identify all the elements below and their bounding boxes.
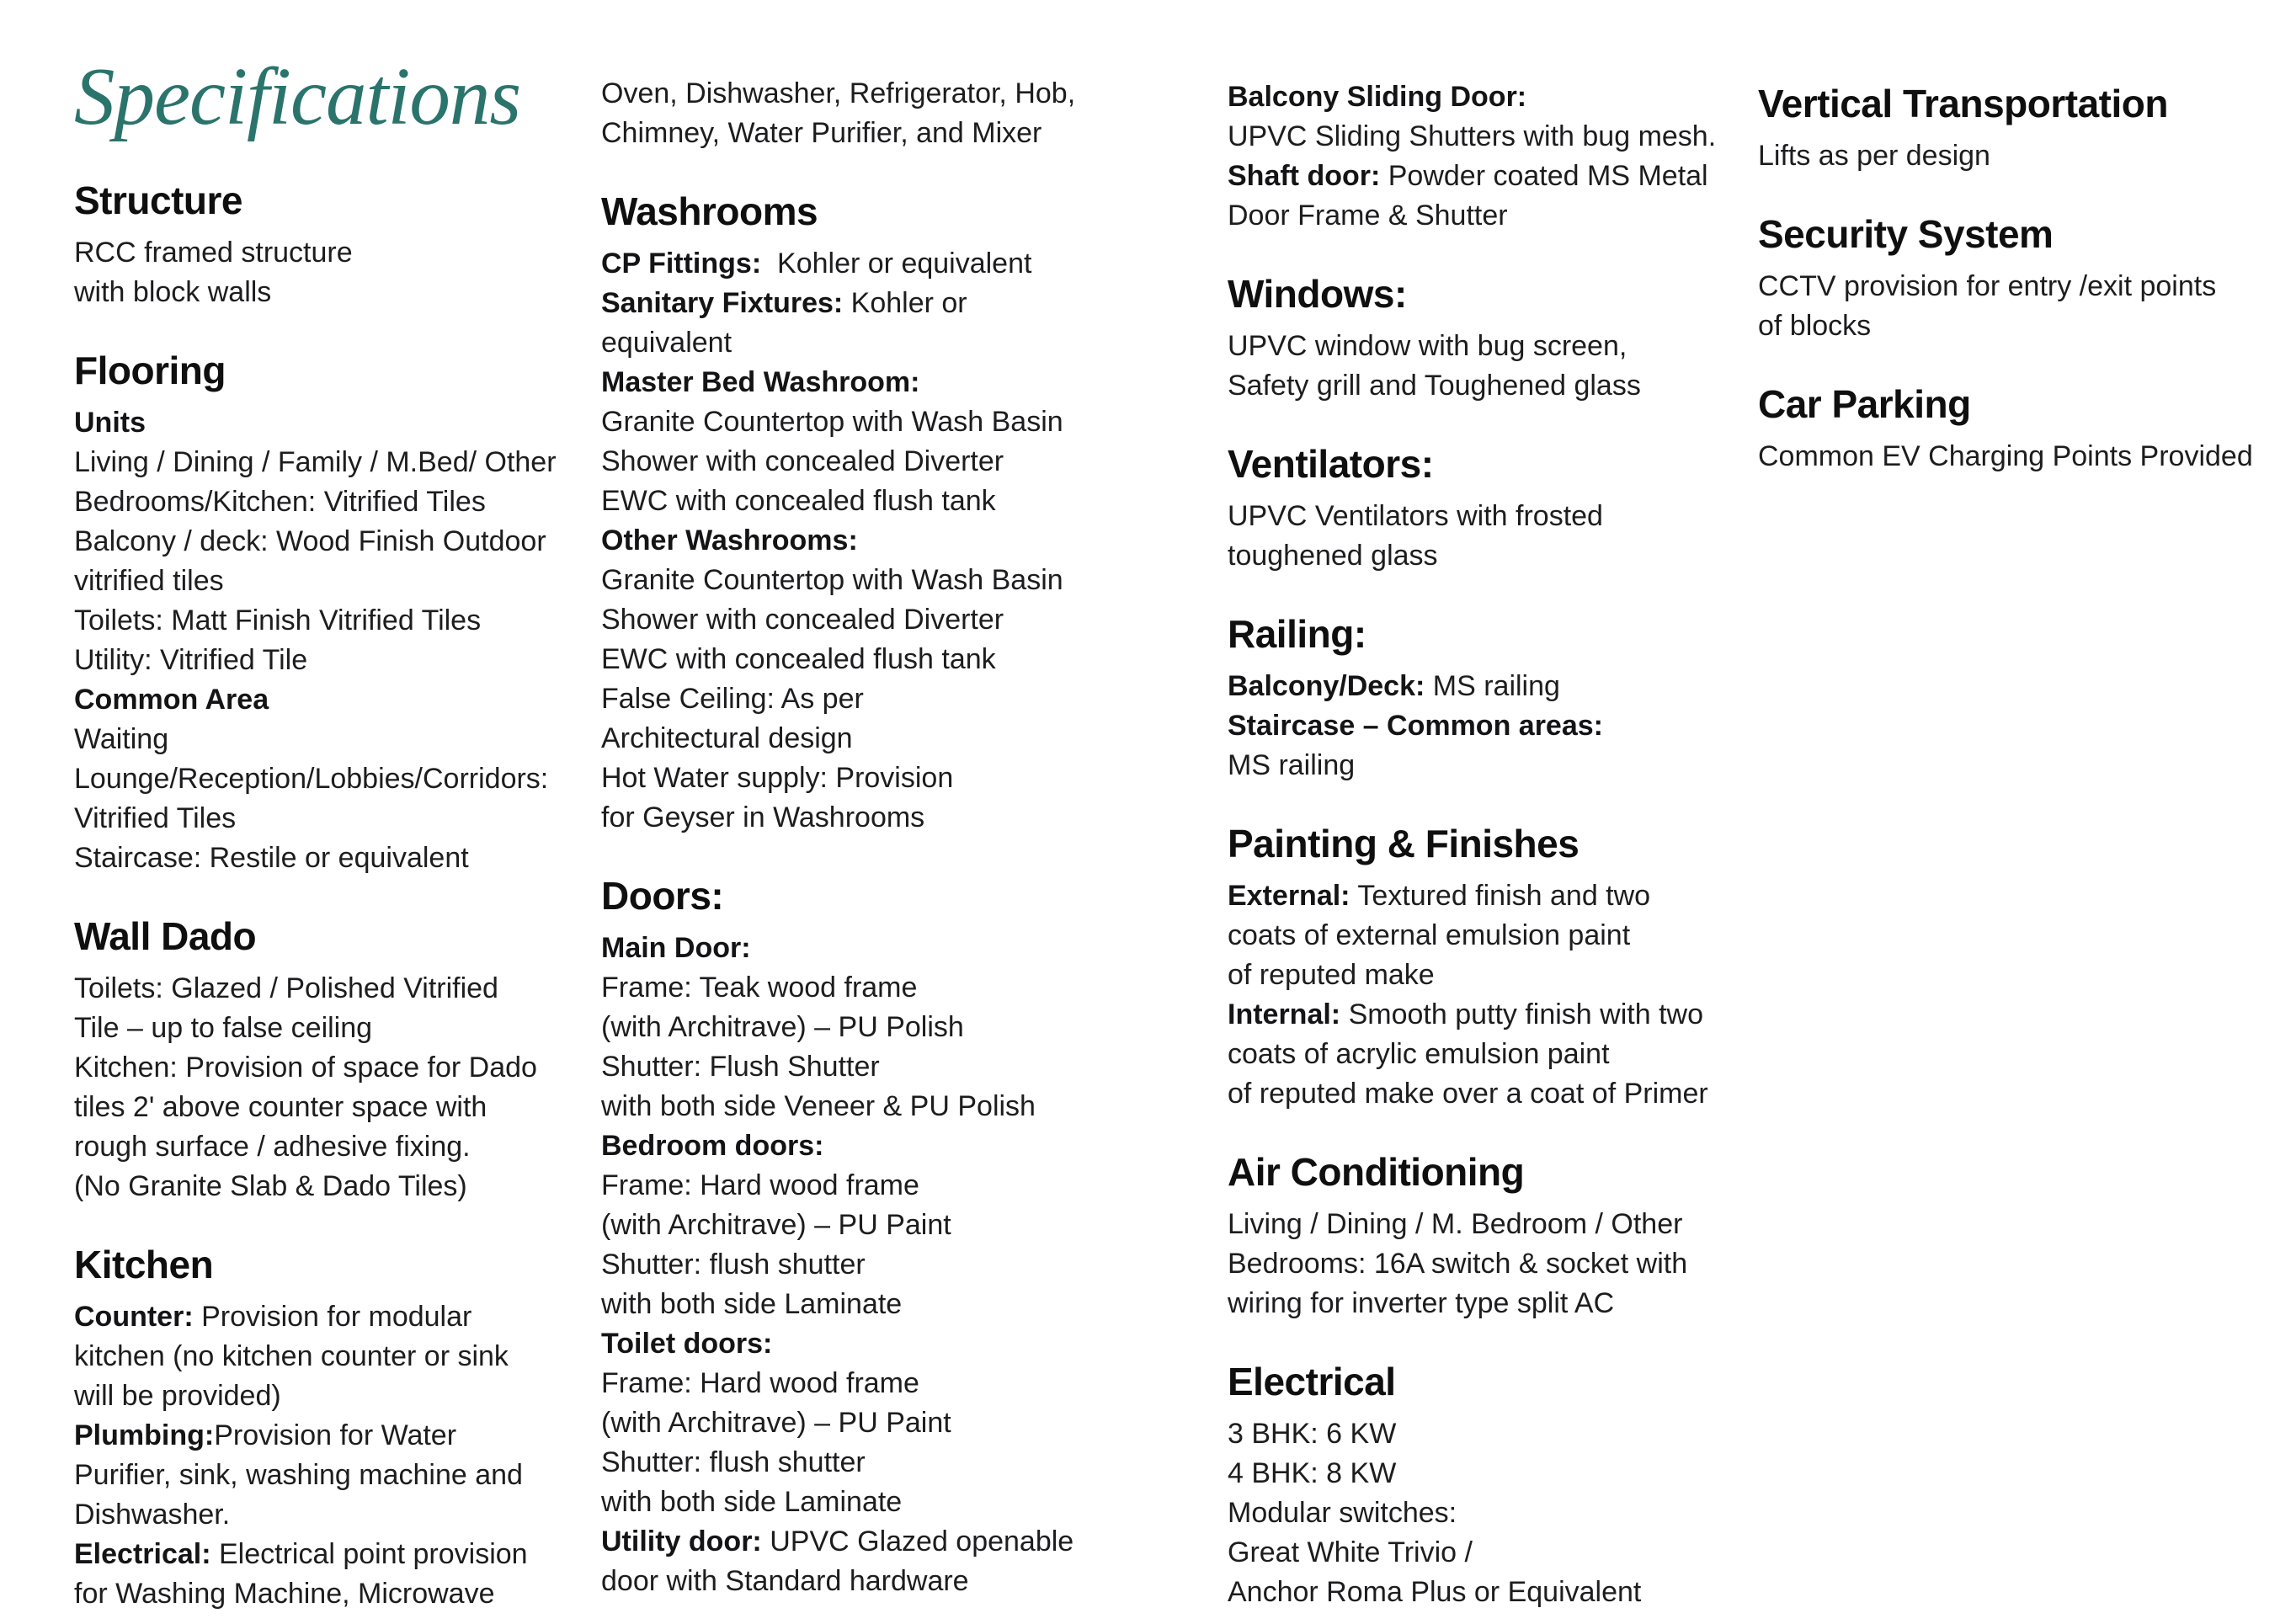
section-heading-kitchen: Kitchen [74,1243,214,1286]
text-run: equivalent [601,327,732,359]
bold-label: Balcony/Deck: [1228,670,1425,702]
section-heading-air-conditioning: Air Conditioning [1228,1150,1525,1194]
spec-line [601,1126,1140,1166]
spec-line [1228,956,1766,995]
spec-line [1228,746,1766,785]
spec-line [601,74,1140,114]
text-run: Vitrified Tiles [74,802,237,834]
section-heading-washrooms: Washrooms [601,189,818,233]
spec-line [74,1376,592,1416]
column-2 [601,74,1140,1601]
text-run: Kohler or [843,287,967,319]
text-run: False Ceiling: As per [601,683,864,715]
text-run: tiles 2' above counter space with [74,1091,487,1123]
spec-line [601,442,1140,482]
text-run: vitrified tiles [74,565,224,597]
text-run: (No Granite Slab & Dado Tiles) [74,1170,467,1202]
text-run: (with Architrave) – PU Paint [601,1407,951,1439]
spec-line [601,640,1140,679]
section-heading-doors: Doors: [601,874,724,918]
section-heading-windows: Windows: [1228,272,1407,316]
spec-line [74,233,592,273]
bold-label: Other Washrooms: [601,524,858,556]
text-run: Provision for Water [214,1419,457,1451]
spec-line [1758,136,2280,176]
spec-line [74,601,592,641]
text-run: Balcony / deck: Wood Finish Outdoor [74,525,546,557]
section-heading-railing: Railing: [1228,612,1366,656]
section-heading-wall-dado: Wall Dado [74,914,257,958]
spec-line [601,600,1140,640]
text-run: Shower with concealed Diverter [601,445,1004,477]
text-run: with block walls [74,276,272,308]
spec-line [1228,1074,1766,1114]
text-run: Lounge/Reception/Lobbies/Corridors: [74,763,549,795]
spec-line [601,363,1140,402]
spec-line [1228,706,1766,746]
spec-line [74,1048,592,1088]
text-run: RCC framed structure [74,237,353,269]
spec-line [1758,437,2280,477]
text-run: coats of acrylic emulsion paint [1228,1038,1610,1070]
text-run: kitchen (no kitchen counter or sink [74,1340,509,1372]
text-run: for Geyser in Washrooms [601,801,925,833]
bold-label: Master Bed Washroom: [601,366,920,398]
spec-line [1228,1454,1766,1494]
spec-line [1228,536,1766,576]
text-run: Staircase: Restile or equivalent [74,842,469,874]
text-run: Safety grill and Toughened glass [1228,370,1641,402]
text-run: with both side Laminate [601,1486,903,1518]
spec-line [601,1047,1140,1087]
text-run: Frame: Hard wood frame [601,1169,919,1201]
spec-line [601,1483,1140,1522]
spec-line [1228,876,1766,916]
text-run: UPVC Sliding Shutters with bug mesh. [1228,120,1717,152]
bold-label: Bedroom doors: [601,1130,824,1162]
spec-line [74,1127,592,1167]
text-run: of reputed make over a coat of Primer [1228,1078,1708,1110]
spec-line [601,482,1140,521]
spec-line [601,679,1140,719]
bold-label: Plumbing: [74,1419,215,1451]
spec-line [601,1245,1140,1285]
section-heading-car-parking: Car Parking [1758,382,1971,426]
spec-line [1228,1533,1766,1573]
text-run: toughened glass [1228,540,1438,572]
spec-line [601,798,1140,838]
text-run: Dishwasher. [74,1499,231,1531]
spec-line [74,1574,592,1614]
text-run: EWC with concealed flush tank [601,485,996,517]
spec-line [74,1456,592,1495]
spec-line [601,719,1140,759]
spec-line [1228,995,1766,1035]
spec-line [1758,306,2280,346]
text-run: Smooth putty finish with two [1340,998,1703,1030]
spec-line [74,403,592,443]
text-run: Frame: Hard wood frame [601,1367,919,1399]
text-run: Powder coated MS Metal [1380,160,1708,192]
text-run: 4 BHK: 8 KW [1228,1457,1397,1489]
section-heading-painting-finishes: Painting & Finishes [1228,822,1579,865]
spec-line [74,1495,592,1535]
bold-label: Staircase – Common areas: [1228,710,1603,742]
bold-label: External: [1228,880,1350,912]
spec-line [601,323,1140,363]
text-run: will be provided) [74,1380,281,1412]
text-run: Shutter: Flush Shutter [601,1051,880,1083]
page-title: Specifications [74,51,521,141]
text-run: coats of external emulsion paint [1228,919,1631,951]
spec-line [74,969,592,1009]
spec-line [1228,327,1766,366]
text-run: Lifts as per design [1758,140,1990,172]
bold-label: Counter: [74,1301,194,1333]
bold-label: Units [74,407,146,439]
text-run: (with Architrave) – PU Polish [601,1011,964,1043]
text-run: with both side Veneer & PU Polish [601,1090,1036,1122]
bold-label: Main Door: [601,932,751,964]
spec-line [74,1167,592,1206]
section-heading-structure: Structure [74,178,242,222]
text-run: of reputed make [1228,959,1435,991]
text-run: wiring for inverter type split AC [1228,1287,1615,1319]
section-heading-security-system: Security System [1758,212,2054,256]
spec-line [74,720,592,759]
spec-line [74,522,592,562]
bold-label: Shaft door: [1228,160,1381,192]
bold-label: Electrical: [74,1538,211,1570]
spec-line [1228,196,1766,236]
text-run: Bedrooms: 16A switch & socket with [1228,1248,1688,1280]
spec-line [601,929,1140,968]
text-run: UPVC Glazed openable [761,1525,1074,1557]
spec-line [74,562,592,601]
text-run: of blocks [1758,310,1872,342]
bold-label: Common Area [74,684,269,716]
spec-line [74,1297,592,1337]
spec-line [74,482,592,522]
text-run: Tile – up to false ceiling [74,1012,373,1044]
spec-line [601,1008,1140,1047]
spec-line [601,968,1140,1008]
spec-line [74,839,592,878]
text-run: Living / Dining / Family / M.Bed/ Other [74,446,557,478]
text-run: Living / Dining / M. Bedroom / Other [1228,1208,1683,1240]
spec-line [601,1403,1140,1443]
text-run: Provision for modular [193,1301,472,1333]
spec-line [601,1206,1140,1245]
section-heading-vertical-transportation: Vertical Transportation [1758,82,2168,125]
text-run: Granite Countertop with Wash Basin [601,564,1063,596]
text-run: Toilets: Glazed / Polished Vitrified [74,972,498,1004]
text-run: Kohler or equivalent [761,248,1032,280]
spec-line [1228,1244,1766,1284]
spec-line [74,1535,592,1574]
section-heading-ventilators: Ventilators: [1228,442,1434,486]
text-run: Common EV Charging Points Provided [1758,440,2253,472]
section-heading-electrical: Electrical [1228,1360,1396,1403]
spec-line [1228,157,1766,196]
text-run: Architectural design [601,722,853,754]
text-run: Hot Water supply: Provision [601,762,954,794]
section-heading-flooring: Flooring [74,349,226,392]
spec-line [601,1166,1140,1206]
spec-line [1228,916,1766,956]
spec-line [601,1443,1140,1483]
spec-line [601,1522,1140,1562]
text-run: Shutter: flush shutter [601,1446,866,1478]
bold-label: Sanitary Fixtures: [601,287,844,319]
text-run: Shower with concealed Diverter [601,604,1004,636]
column-1 [74,51,592,1614]
spec-line [1228,497,1766,536]
spec-line [1228,1573,1766,1612]
text-run: Purifier, sink, washing machine and [74,1459,523,1491]
spec-line [601,561,1140,600]
spec-line [601,1285,1140,1324]
text-run: Utility: Vitrified Tile [74,644,308,676]
spec-line [1228,77,1766,117]
text-run: Waiting [74,723,169,755]
text-run: Anchor Roma Plus or Equivalent [1228,1576,1642,1608]
text-run: Oven, Dishwasher, Refrigerator, Hob, [601,77,1076,109]
text-run: (with Architrave) – PU Paint [601,1209,951,1241]
text-run: EWC with concealed flush tank [601,643,996,675]
spec-line [74,273,592,312]
spec-line [601,114,1140,153]
spec-line [74,1009,592,1048]
text-run: Toilets: Matt Finish Vitrified Tiles [74,604,482,636]
text-run: CCTV provision for entry /exit points [1758,270,2217,302]
bold-label: Internal: [1228,998,1341,1030]
text-run: Shutter: flush shutter [601,1249,866,1281]
spec-line [1228,1414,1766,1454]
text-run: Granite Countertop with Wash Basin [601,406,1063,438]
spec-line [601,1562,1140,1601]
text-run: Frame: Teak wood frame [601,972,918,1004]
bold-label: Utility door: [601,1525,762,1557]
spec-line [1228,117,1766,157]
text-run: UPVC window with bug screen, [1228,330,1627,362]
spec-line [601,1324,1140,1364]
text-run: UPVC Ventilators with frosted [1228,500,1603,532]
spec-line [1228,1205,1766,1244]
spec-line [74,1088,592,1127]
text-run: MS railing [1228,749,1356,781]
bold-label: Toilet doors: [601,1328,773,1360]
spec-line [1228,366,1766,406]
spec-line [74,680,592,720]
column-3 [1228,77,1766,1612]
spec-line [1758,267,2280,306]
spec-line [601,759,1140,798]
text-run: Electrical point provision [210,1538,528,1570]
text-run: MS railing [1425,670,1560,702]
spec-line [1228,1284,1766,1323]
column-4 [1758,81,2280,477]
bold-label: CP Fittings: [601,248,762,280]
text-run: Great White Trivio / [1228,1536,1473,1568]
spec-line [74,1416,592,1456]
text-run: Modular switches: [1228,1497,1457,1529]
text-run: Chimney, Water Purifier, and Mixer [601,117,1042,149]
spec-line [74,1337,592,1376]
spec-line [74,799,592,839]
text-run: Textured finish and two [1350,880,1651,912]
spec-line [601,521,1140,561]
spec-line [1228,1494,1766,1533]
spec-line [1228,1035,1766,1074]
spec-line [1228,667,1766,706]
text-run: door with Standard hardware [601,1565,969,1597]
text-run: Kitchen: Provision of space for Dado [74,1052,537,1084]
text-run: 3 BHK: 6 KW [1228,1418,1397,1450]
spec-line [74,641,592,680]
bold-label: Balcony Sliding Door: [1228,81,1527,113]
spec-line [601,284,1140,323]
spec-line [601,244,1140,284]
text-run: rough surface / adhesive fixing. [74,1131,471,1163]
text-run: Bedrooms/Kitchen: Vitrified Tiles [74,486,486,518]
spec-line [74,443,592,482]
spec-line [601,1087,1140,1126]
text-run: Door Frame & Shutter [1228,200,1508,232]
text-run: for Washing Machine, Microwave [74,1578,495,1610]
spec-line [601,1364,1140,1403]
text-run: with both side Laminate [601,1288,903,1320]
spec-line [601,402,1140,442]
spec-line [74,759,592,799]
